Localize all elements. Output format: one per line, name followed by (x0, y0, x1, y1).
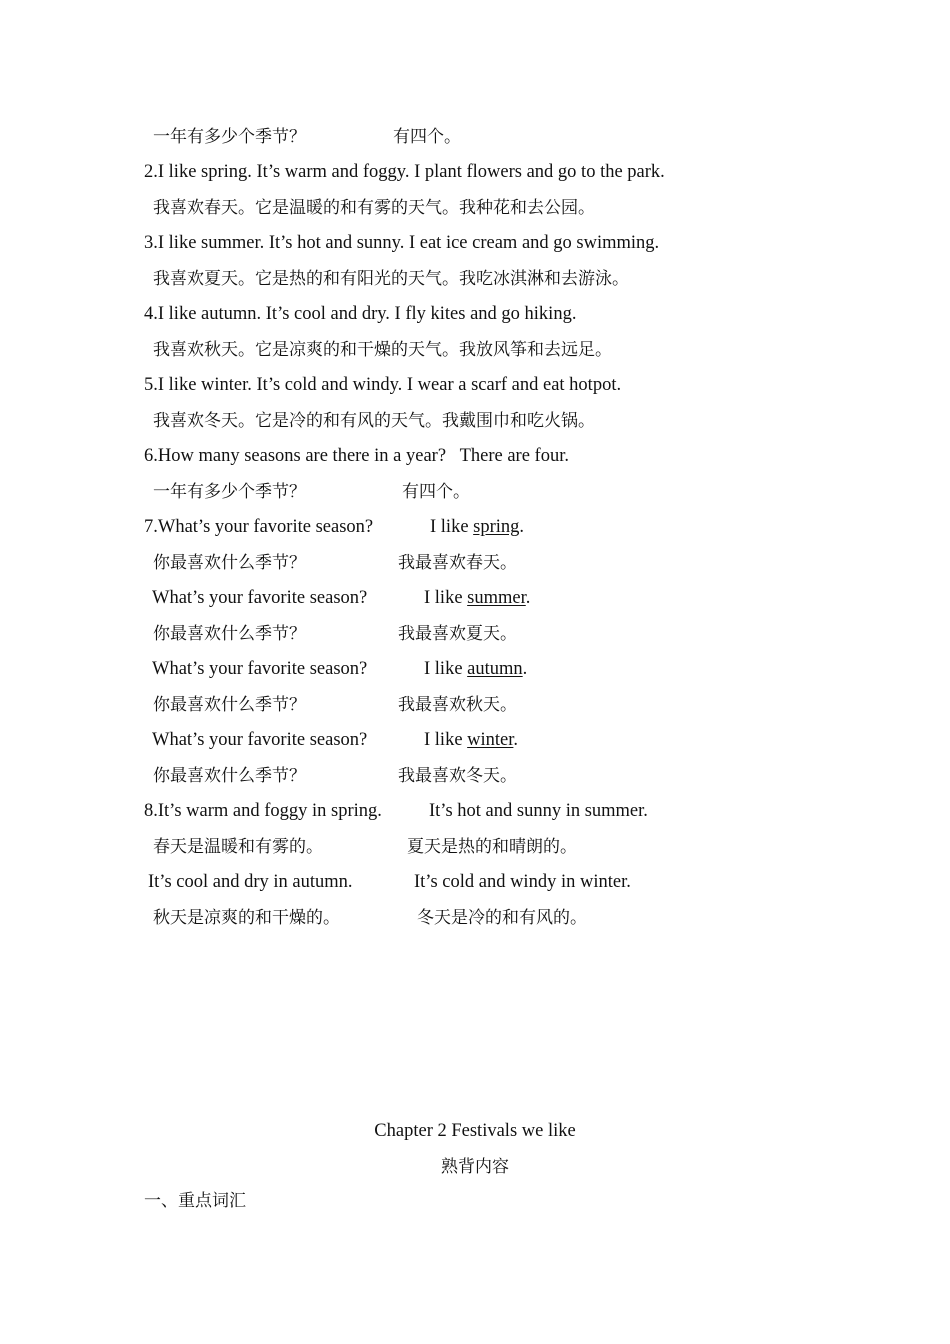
line-1-zh-question: 一年有多少个季节？ (153, 127, 306, 147)
zh-answer-winter: 我最喜欢冬天。 (398, 766, 517, 786)
zh-answer-summer: 我最喜欢夏天。 (398, 624, 517, 644)
answer-period: . (519, 517, 525, 537)
answer-prefix: I like (424, 659, 468, 679)
chapter-title: Chapter 2 Festivals we like (374, 1121, 576, 1141)
question-summer: What’s your favorite season? (152, 588, 368, 608)
sentence-6-zh-answer: 有四个。 (402, 482, 470, 502)
answer-period: . (522, 659, 528, 679)
answer-period: . (525, 588, 531, 608)
zh-answer-autumn: 我最喜欢秋天。 (398, 695, 517, 715)
answer-prefix: I like (424, 588, 468, 608)
sentence-4: 4.I like autumn. It’s cool and dry. I fly kites and go hiking. (144, 304, 577, 324)
underlined-season: spring (473, 517, 520, 537)
sentence-8-zh-summer: 夏天是热的和晴朗的。 (407, 837, 577, 857)
sentence-5-zh: 我喜欢冬天。它是冷的和有风的天气。我戴围巾和吃火锅。 (153, 411, 595, 431)
sentence-7-zh-answer: 我最喜欢春天。 (398, 553, 517, 573)
sentence-4-zh: 我喜欢秋天。它是凉爽的和干燥的天气。我放风筝和去远足。 (153, 340, 612, 360)
sentence-6-zh-question: 一年有多少个季节？ (153, 482, 306, 502)
sentence-8-zh-spring: 春天是温暖和有雾的。 (153, 837, 323, 857)
underlined-season: summer (467, 588, 526, 608)
sentence-7-question: 7.What’s your favorite season? (144, 517, 374, 537)
sentence-9-winter: It’s cold and windy in winter. (414, 872, 631, 892)
answer-prefix: I like (430, 517, 474, 537)
sentence-3: 3.I like summer. It’s hot and sunny. I eat ice cream and go swimming. (144, 233, 660, 253)
sentence-5: 5.I like winter. It’s cold and windy. I wear a scarf and eat hotpot. (144, 375, 622, 395)
sentence-9-zh-winter: 冬天是冷的和有风的。 (417, 908, 587, 928)
chapter-subtitle: 熟背内容 (441, 1157, 509, 1177)
sentence-8-summer: It’s hot and sunny in summer. (429, 801, 648, 821)
question-autumn: What’s your favorite season? (152, 659, 368, 679)
line-1-zh-answer: 有四个。 (393, 127, 461, 147)
sentence-7-answer (430, 516, 524, 538)
section-heading: 一、重点词汇 (144, 1191, 246, 1211)
zh-question-summer: 你最喜欢什么季节？ (153, 624, 306, 644)
sentence-8-spring: 8.It’s warm and foggy in spring. (144, 801, 382, 821)
underlined-season: autumn (467, 659, 523, 679)
sentence-9-zh-autumn: 秋天是凉爽的和干燥的。 (153, 908, 340, 928)
underlined-season: winter (467, 730, 514, 750)
zh-question-winter: 你最喜欢什么季节？ (153, 766, 306, 786)
answer-winter (424, 729, 518, 751)
question-winter: What’s your favorite season? (152, 730, 368, 750)
zh-question-autumn: 你最喜欢什么季节？ (153, 695, 306, 715)
sentence-2-zh: 我喜欢春天。它是温暖的和有雾的天气。我种花和去公园。 (153, 198, 595, 218)
sentence-6: 6.How many seasons are there in a year? There are four. (144, 446, 569, 466)
answer-autumn (424, 658, 527, 680)
sentence-2: 2.I like spring. It’s warm and foggy. I plant flowers and go to the park. (144, 162, 665, 182)
sentence-9-autumn: It’s cool and dry in autumn. (148, 872, 353, 892)
sentence-3-zh: 我喜欢夏天。它是热的和有阳光的天气。我吃冰淇淋和去游泳。 (153, 269, 629, 289)
answer-prefix: I like (424, 730, 468, 750)
sentence-7-zh-question: 你最喜欢什么季节？ (153, 553, 306, 573)
answer-summer (424, 587, 530, 609)
answer-period: . (513, 730, 519, 750)
